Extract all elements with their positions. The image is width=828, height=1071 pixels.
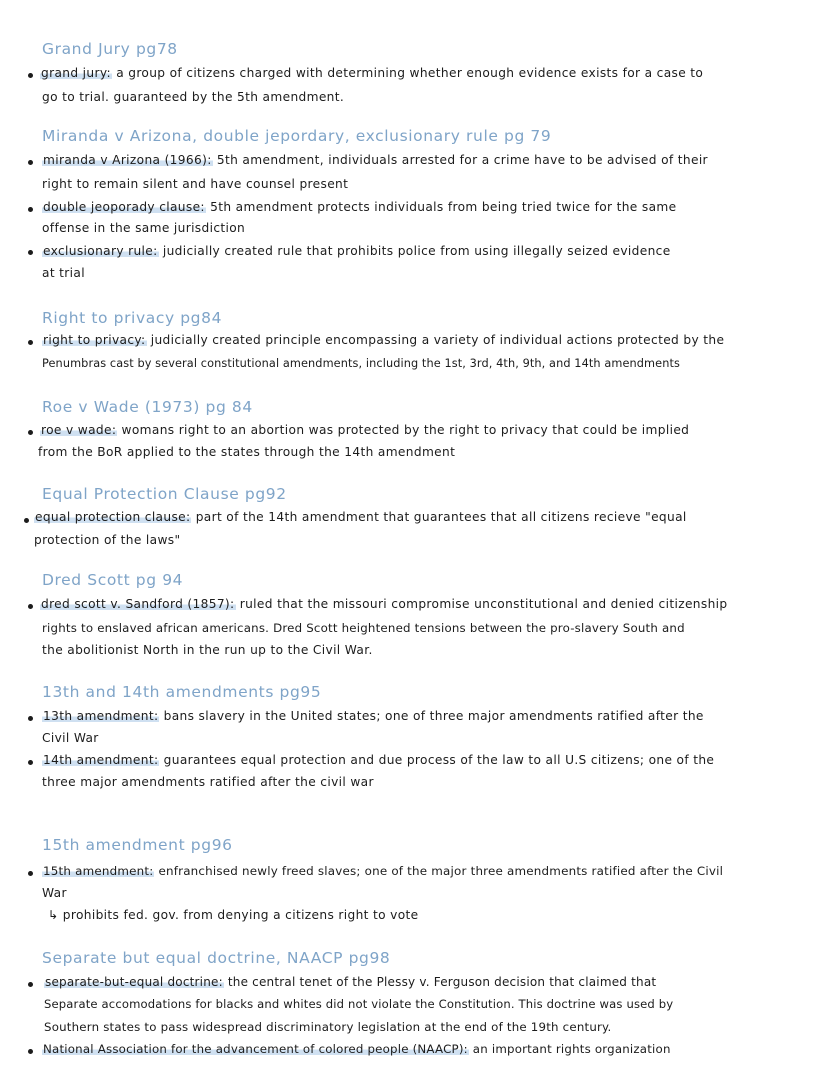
bullet-text: 5th amendment, individuals arrested for a crime have to be advised of their bbox=[216, 153, 708, 167]
bullet-term: roe v wade: bbox=[41, 423, 117, 437]
bullet-line bbox=[42, 333, 724, 347]
bullet-text: a group of citizens charged with determining whether enough evidence exists for a case to bbox=[116, 66, 704, 80]
bullet-line: three major amendments ratified after the civil war bbox=[42, 775, 374, 789]
bullet-term: separate-but-equal doctrine: bbox=[45, 975, 223, 989]
bullet-dot bbox=[28, 982, 33, 987]
bullet-dot bbox=[28, 73, 33, 78]
bullet-term: National Association for the advancement of colored people (NAACP): bbox=[43, 1042, 468, 1056]
bullet-line: go to trial. guaranteed by the 5th amendment. bbox=[42, 90, 345, 104]
bullet-line bbox=[40, 423, 689, 437]
section-heading: Miranda v Arizona, double jepordary, exclusionary rule pg 79 bbox=[42, 127, 552, 145]
bullet-dot bbox=[28, 207, 33, 212]
bullet-term: grand jury: bbox=[41, 66, 111, 80]
bullet-dot bbox=[28, 604, 33, 609]
bullet-line: War bbox=[42, 886, 67, 900]
bullet-text: judicially created principle encompassing a variety of individual actions protected by the bbox=[150, 333, 725, 347]
bullet-line: Separate accomodations for blacks and whites did not violate the Constitution. This doctrine was used by bbox=[44, 997, 674, 1011]
bullet-line bbox=[42, 1042, 671, 1056]
bullet-line: from the BoR applied to the states through the 14th amendment bbox=[38, 445, 456, 459]
bullet-line bbox=[42, 153, 708, 167]
bullet-line: right to remain silent and have counsel present bbox=[42, 177, 349, 191]
bullet-text: an important rights organization bbox=[472, 1042, 671, 1056]
bullet-line bbox=[42, 709, 704, 723]
bullet-text: 5th amendment protects individuals from being tried twice for the same bbox=[210, 200, 677, 214]
bullet-term: 13th amendment: bbox=[43, 709, 159, 723]
bullet-text: womans right to an abortion was protected by the right to privacy that could be implied bbox=[121, 423, 690, 437]
bullet-line bbox=[44, 975, 656, 989]
bullet-dot bbox=[28, 760, 33, 765]
bullet-text: guarantees equal protection and due process of the law to all U.S citizens; one of the bbox=[163, 753, 715, 767]
bullet-line bbox=[42, 753, 714, 767]
bullet-line: Southern states to pass widespread discriminatory legislation at the end of the 19th century. bbox=[44, 1020, 612, 1034]
bullet-line bbox=[40, 597, 727, 611]
bullet-line: the abolitionist North in the run up to the Civil War. bbox=[42, 643, 373, 657]
bullet-line: protection of the laws" bbox=[34, 533, 181, 547]
section-heading: Separate but equal doctrine, NAACP pg98 bbox=[42, 949, 391, 967]
bullet-line bbox=[42, 864, 723, 878]
bullet-text: enfranchised newly freed slaves; one of the major three amendments ratified after the Civil bbox=[158, 864, 724, 878]
section-heading: 13th and 14th amendments pg95 bbox=[42, 683, 322, 701]
bullet-text: part of the 14th amendment that guarantees that all citizens recieve "equal bbox=[195, 510, 687, 524]
bullet-term: miranda v Arizona (1966): bbox=[43, 153, 212, 167]
bullet-term: exclusionary rule: bbox=[43, 244, 158, 258]
section-heading: Dred Scott pg 94 bbox=[42, 571, 184, 589]
bullet-dot bbox=[28, 1049, 33, 1054]
bullet-dot bbox=[28, 160, 33, 165]
bullet-text: judicially created rule that prohibits police from using illegally seized evidence bbox=[162, 244, 671, 258]
bullet-dot bbox=[28, 430, 33, 435]
bullet-line bbox=[34, 510, 687, 524]
bullet-term: double jeoporady clause: bbox=[43, 200, 205, 214]
bullet-text: the central tenet of the Plessy v. Ferguson decision that claimed that bbox=[227, 975, 657, 989]
bullet-line: at trial bbox=[42, 266, 85, 280]
section-heading: Right to privacy pg84 bbox=[42, 309, 223, 327]
bullet-line: Penumbras cast by several constitutional amendments, including the 1st, 3rd, 4th, 9th, and 14th amendments bbox=[42, 357, 680, 370]
bullet-line bbox=[42, 200, 676, 214]
section-heading: Roe v Wade (1973) pg 84 bbox=[42, 398, 253, 416]
bullet-term: right to privacy: bbox=[43, 333, 146, 347]
section-heading: Equal Protection Clause pg92 bbox=[42, 485, 287, 503]
bullet-dot bbox=[28, 871, 33, 876]
bullet-term: dred scott v. Sandford (1857): bbox=[41, 597, 235, 611]
bullet-text: bans slavery in the United states; one of three major amendments ratified after the bbox=[163, 709, 704, 723]
bullet-line bbox=[42, 244, 671, 258]
sub-point: ↳ prohibits fed. gov. from denying a citizens right to vote bbox=[48, 908, 419, 922]
bullet-dot bbox=[28, 250, 33, 255]
bullet-line bbox=[40, 66, 703, 80]
bullet-line: rights to enslaved african americans. Dred Scott heightened tensions between the pro-slavery South and bbox=[42, 621, 685, 635]
bullet-dot bbox=[28, 340, 33, 345]
bullet-dot bbox=[24, 518, 29, 523]
bullet-dot bbox=[28, 716, 33, 721]
bullet-text: ruled that the missouri compromise unconstitutional and denied citizenship bbox=[239, 597, 728, 611]
section-heading: 15th amendment pg96 bbox=[42, 836, 233, 854]
section-heading: Grand Jury pg78 bbox=[42, 40, 178, 58]
bullet-term: 14th amendment: bbox=[43, 753, 159, 767]
bullet-term: equal protection clause: bbox=[35, 510, 191, 524]
bullet-line: offense in the same jurisdiction bbox=[42, 221, 246, 235]
bullet-line: Civil War bbox=[42, 731, 99, 745]
bullet-term: 15th amendment: bbox=[43, 864, 154, 878]
